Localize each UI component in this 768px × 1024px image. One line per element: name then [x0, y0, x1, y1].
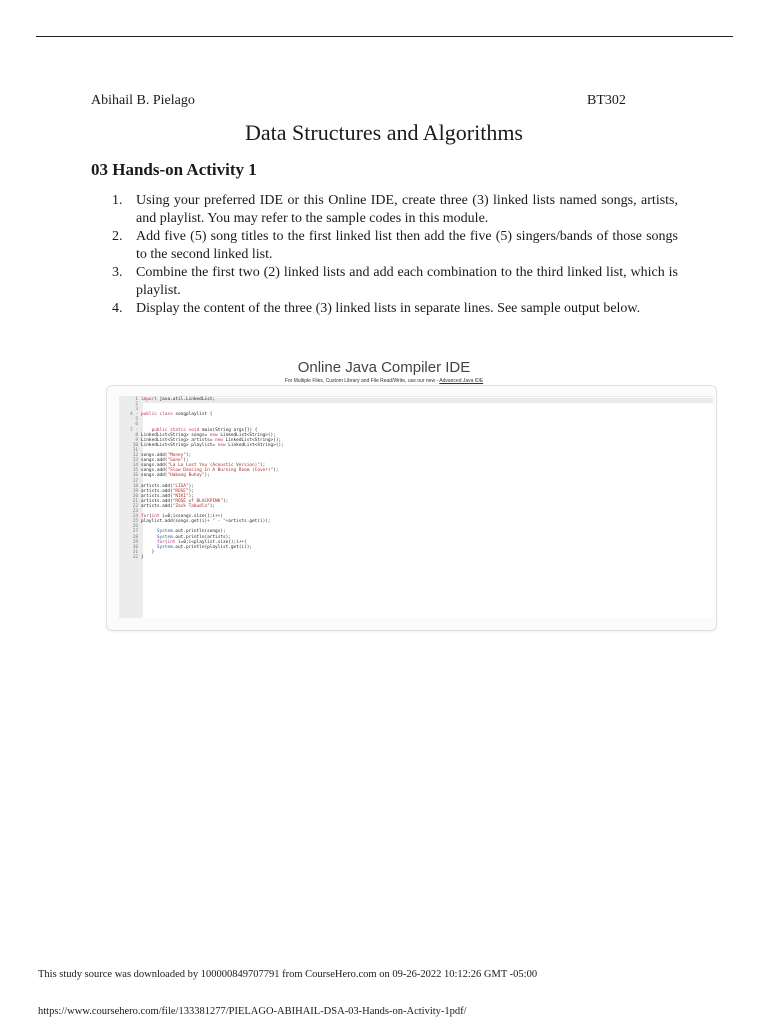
line-number: 28: [132, 534, 138, 540]
code-text: for(int i=0;i<songs.size();i++): [141, 514, 223, 520]
task-number: 2.: [112, 229, 123, 244]
line-number: 25: [132, 519, 138, 525]
task-text: Add five (5) song titles to the first linked list then add the five (5) singers/bands of those songs to the second linked list.: [136, 229, 678, 262]
editor-bottom-rule: [116, 630, 706, 631]
line-number: 27: [132, 529, 138, 535]
line-number: 22: [132, 503, 138, 509]
task-list: [112, 192, 678, 319]
line-number: 26: [132, 524, 138, 530]
code-text: System.out.println(artists);: [156, 534, 231, 540]
ide-title: Online Java Compiler IDE: [297, 359, 471, 376]
line-number: 31: [132, 549, 138, 555]
code-line: [119, 555, 284, 560]
line-number: 11: [132, 447, 138, 453]
code-text: artists.add("ROSE");: [141, 488, 194, 494]
code-text: import java.util.LinkedList;: [141, 397, 216, 402]
line-number: 6: [135, 422, 138, 428]
line-number: 14: [132, 463, 138, 469]
line-number: 8: [135, 432, 138, 438]
task-item: [112, 300, 678, 318]
line-number: 1: [135, 397, 138, 402]
code-editor: [119, 396, 713, 618]
code-text: LinkedList<String> playlist= new LinkedList<String>();: [141, 442, 284, 448]
line-number: 24: [132, 514, 138, 520]
code-text: songs.add("Habang Buhay");: [141, 473, 210, 479]
line-number: 7 -: [130, 427, 138, 433]
code-text: songs.add("Money");: [141, 453, 192, 459]
line-number: 32: [132, 554, 138, 560]
code-text: artists.add("Zack Tabudlo");: [141, 503, 216, 509]
line-number: 3: [135, 407, 138, 413]
code-text: songs.add("Gone");: [141, 458, 189, 464]
code-text: public static void main(String args[]) {: [151, 427, 258, 433]
line-number: 20: [132, 493, 138, 499]
course-code: BT302: [587, 93, 626, 108]
line-number: 16: [132, 473, 138, 479]
source-url: https://www.coursehero.com/file/133381277/PIELAGO-ABIHAIL-DSA-03-Hands-on-Activity-1pdf/: [38, 1006, 467, 1017]
code-text: System.out.println(playlist.get(i));: [156, 544, 253, 550]
line-number: 29: [132, 539, 138, 545]
code-text: }: [141, 549, 155, 555]
code-editor-screenshot: [106, 385, 717, 631]
line-number: 5: [135, 417, 138, 423]
line-number: 4 -: [130, 412, 138, 418]
code-line: [119, 443, 284, 448]
code-text: System.out.println(songs);: [156, 529, 226, 535]
code-text: }: [141, 554, 144, 560]
task-number: 4.: [112, 301, 123, 316]
download-note: This study source was downloaded by 100000849707791 from CourseHero.com on 09-26-2022 10:12:26 GMT -05:00: [38, 969, 538, 980]
ide-subtitle-text: For Multiple Files, Custom Library and File Read/Write, use our new -: [284, 378, 440, 384]
top-rule: [36, 36, 733, 37]
line-number: 19: [132, 488, 138, 494]
task-item: [112, 264, 678, 299]
line-number: 21: [132, 498, 138, 504]
line-number: 13: [132, 458, 138, 464]
task-number: 3.: [112, 265, 123, 280]
line-number: 18: [132, 483, 138, 489]
code-text: for(int i=0;i<playlist.size();i++): [156, 539, 247, 545]
advanced-ide-link[interactable]: Advanced Java IDE: [439, 378, 484, 384]
code-text: songs.add("La La Lost You (Acoustic Version)");: [141, 463, 266, 469]
task-text: Display the content of the three (3) linked lists in separate lines. See sample output below.: [136, 301, 641, 316]
code-text: LinkedList<String> songs= new LinkedList<String>();: [141, 432, 276, 438]
line-number: 17: [132, 478, 138, 484]
line-number: 15: [132, 468, 138, 474]
code-text: artists.add("ROSÉ of BLACKPINK");: [141, 498, 229, 504]
task-text: Using your preferred IDE or this Online IDE, create three (3) linked lists named songs, artists, and playlist. You may refer to the sample codes in this module.: [136, 193, 678, 226]
code-text: LinkedList<String> artists= new LinkedList<String>();: [141, 437, 282, 443]
line-number: 30: [132, 544, 138, 550]
task-item: [112, 192, 678, 227]
code-text: songs.add("Slow Dancing In A Burning Room (Cover)");: [141, 468, 279, 474]
author-name: Abihail B. Pielago: [91, 93, 195, 108]
ide-subtitle: [0, 378, 768, 384]
document-title: Data Structures and Algorithms: [244, 120, 523, 145]
code-block: [119, 397, 284, 560]
line-number: 23: [132, 509, 138, 515]
line-number: 10: [132, 442, 138, 448]
code-text: artists.add("LISA");: [141, 483, 194, 489]
code-text: playlist.add(songs.get(i)+ " - "+artists.get(i));: [141, 519, 271, 525]
task-text: Combine the first two (2) linked lists and add each combination to the third linked list, which is playlist.: [136, 265, 678, 298]
activity-heading: 03 Hands-on Activity 1: [91, 160, 257, 179]
task-item: [112, 228, 678, 263]
task-number: 1.: [112, 193, 123, 208]
line-number: 2: [135, 402, 138, 408]
line-number: 9: [135, 437, 138, 443]
code-text: artists.add("NIKI");: [141, 493, 194, 499]
line-number: 12: [132, 453, 138, 459]
code-line: [119, 519, 284, 524]
code-text: public class songplaylist {: [141, 412, 213, 418]
